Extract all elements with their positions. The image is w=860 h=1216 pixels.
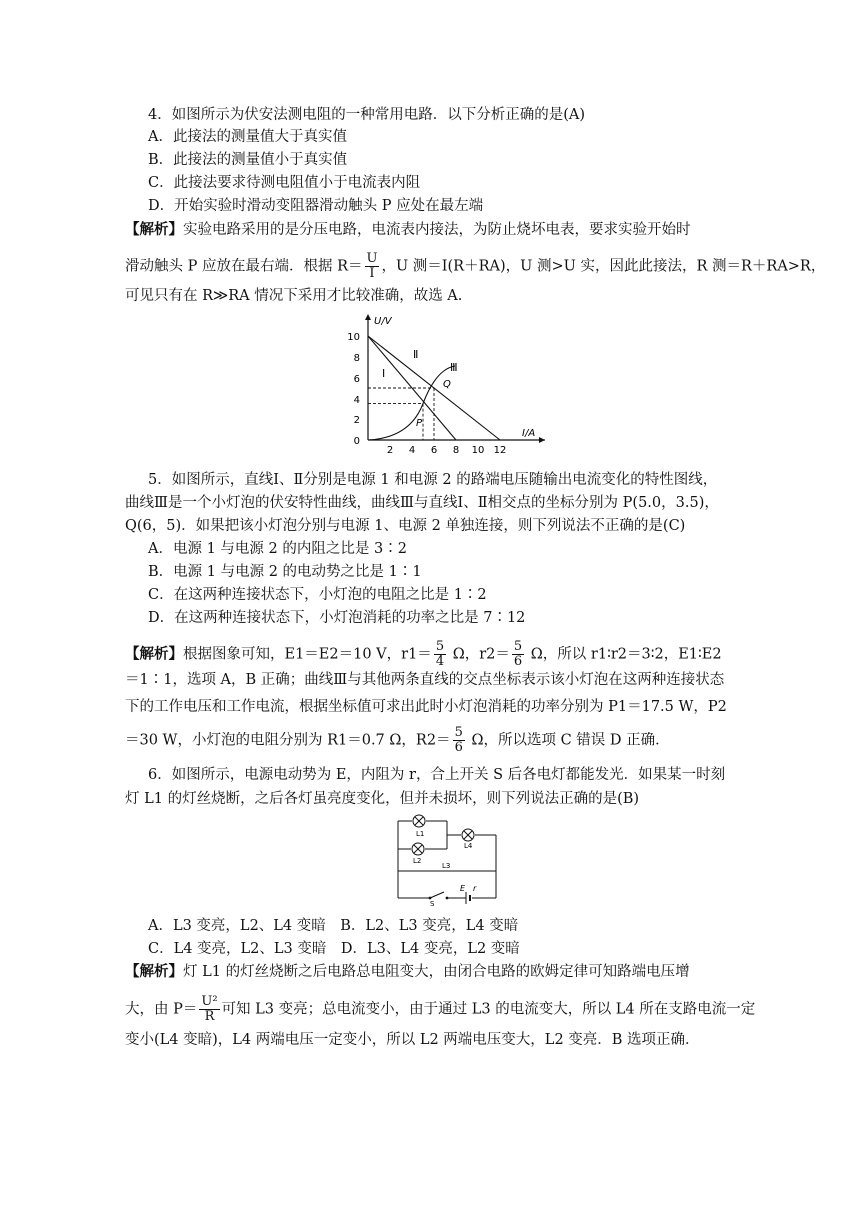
y-tick: 8 [353,353,360,364]
q5-stem-line3: Q(6，5)．如果把该小灯泡分别与电源 1、电源 2 单独连接，则下列说法不正确的是(C) [125,518,686,534]
label-l3: L3 [442,862,451,870]
y-tick: 10 [347,332,360,343]
analysis-tag: 【解析】 [125,221,183,238]
line-label: Ⅱ [413,348,419,361]
q4-analysis-line2: 滑动触头 P 应放在最右端．根据 R＝ $\frac{U}{I}$ ，U 测＝I(R＋RA)，U 测>U 实，因此此接法，R 测＝R＋RA>R， [125,251,826,281]
q4-stem: 4．如图所示为伏安法测电阻的一种常用电路．以下分析正确的是(A) [148,107,586,123]
x-tick: 6 [430,445,438,456]
analysis-tag: 【解析】 [125,645,183,663]
fraction: $\frac{5}{6}$ [513,639,523,669]
y-axis-label: U/V [374,316,392,327]
x-tick: 8 [452,445,460,456]
q4-option-b: B．此接法的测量值小于真实值 [148,152,348,168]
line-label: Ⅰ [382,367,386,380]
q6-analysis-line3: 变小(L4 变暗)，L4 两端电压一定变小，所以 L2 两端电压变大，L2 变亮．B 选项正确． [125,1032,700,1048]
q5-analysis-line4: ＝30 W，小灯泡的电阻分别为 R1＝0.7 Ω，R2＝ $\frac{5}{6}$ Ω，所以选项 C 错误 D 正确． [125,725,670,755]
q5-option-a: A．电源 1 与电源 2 的内阻之比是 3∶2 [148,541,407,557]
label-l1: L1 [416,830,425,838]
q5-option-b: B．电源 1 与电源 2 的电动势之比是 1∶1 [148,564,422,580]
q5-stem-line2: 曲线Ⅲ是一个小灯泡的伏安特性曲线，曲线Ⅲ与直线Ⅰ、Ⅱ相交点的坐标分别为 P(5.0，3.5)， [125,495,719,511]
q5-option-d: D．在这两种连接状态下，小灯泡消耗的功率之比是 7∶12 [148,610,526,626]
q4-option-c: C．此接法要求待测电阻值小于电流表内阻 [148,175,421,191]
fraction: $\frac{U}{I}$ [366,251,378,281]
label-s: S [430,900,435,907]
q5-analysis-line3: 下的工作电压和工作电流，根据坐标值可求出此时小灯泡消耗的功率分别为 P1＝17.5 W，P2 [125,699,727,715]
q6-stem-line2: 灯 L1 的灯丝烧断，之后各灯虽亮度变化，但并未损坏，则下列说法正确的是(B) [125,791,640,807]
label-e: E [460,884,466,893]
y-tick: 2 [353,415,360,426]
q5-analysis-line2: ＝1∶1，选项 A，B 正确；曲线Ⅲ与其他两条直线的交点坐标表示该小灯泡在这两种连接状态 [125,672,725,688]
q6-options-line1: A．L3 变亮，L2、L4 变暗 B．L2、L3 变亮，L4 变暗 [148,918,519,934]
x-axis-arrow [539,437,545,443]
fraction: $\frac{5}{4}$ [435,639,445,669]
q6-analysis-line1: 【解析】灯 L1 的灯丝烧断之后电路总电阻变大，由闭合电路的欧姆定律可知路端电压增 [125,963,690,980]
q4-analysis-line1: 【解析】实验电路采用的是分压电路，电流表内接法，为防止烧坏电表，要求实验开始时 [125,221,691,238]
y-tick: 0 [353,436,360,447]
point-label: Q [443,379,451,390]
q4-analysis-line3: 可见只有在 R≫RA 情况下采用才比较准确，故选 A. [125,288,463,304]
point-label: P [416,418,423,429]
q4-option-d: D．开始实验时滑动变阻器滑动触头 P 应处在最左端 [148,198,484,214]
label-l4: L4 [464,842,473,850]
label-l2: L2 [413,857,422,865]
q5-analysis-line1: 【解析】根据图象可知，E1＝E2＝10 V，r1＝ $\frac{5}{4}$ Ω，r2＝ $\frac{5}{6}$ Ω，所以 r1∶r2＝3∶2，E1∶E2 [125,639,722,669]
circuit-diagram [392,811,506,907]
q6-stem-line1: 6．如图所示，电源电动势为 E，内阻为 r，合上开关 S 后各电灯都能发光．如果某一时刻 [148,767,726,783]
q5-option-c: C．在这两种连接状态下，小灯泡的电阻之比是 1∶2 [148,587,487,603]
x-tick: 2 [386,445,394,456]
fraction: $\frac{5}{6}$ [454,725,463,755]
q4-option-a: A．此接法的测量值大于真实值 [148,129,347,145]
line-label: Ⅲ [450,361,458,374]
y-tick: 6 [353,374,360,385]
q6-analysis-line2: 大，由 P＝ $\frac{\text{U²}}{R}$ 可知 L3 变亮；总电流变小，由于通过 L3 的电流变大，所以 L4 所在支路电流一定 [125,994,756,1024]
y-tick: 4 [353,395,360,406]
ui-graph [340,308,550,456]
q5-stem-line1: 5．如图所示，直线Ⅰ、Ⅱ分别是电源 1 和电源 2 的路端电压随输出电流变化的特性图线， [148,472,718,488]
analysis-tag: 【解析】 [125,963,183,980]
q6-options-line2: C．L4 变亮，L2、L3 变暗 D．L3、L4 变亮，L2 变暗 [148,941,520,957]
x-tick: 10 [471,445,485,456]
label-r: r [473,884,477,893]
x-axis-label: I/A [522,428,536,439]
y-axis-arrow [365,314,371,320]
x-tick: 12 [493,445,507,456]
fraction: $\frac{\text{U²}}{R}$ [201,994,218,1024]
x-tick: 4 [408,445,416,456]
